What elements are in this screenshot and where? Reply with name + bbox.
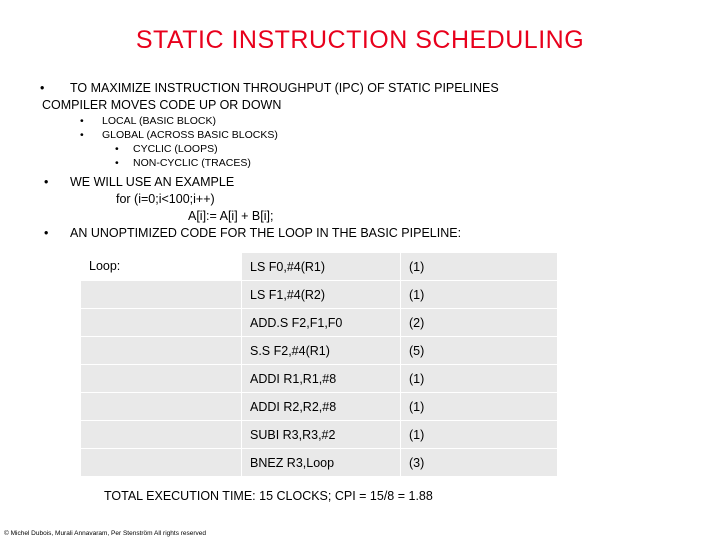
bullet-marker: • [40, 81, 45, 95]
maximize-line2: COMPILER MOVES CODE UP OR DOWN [42, 98, 282, 112]
label-cell [81, 365, 242, 393]
copyright-notice: © Michel Dubois, Murali Annavaram, Per Stenström All rights reserved [4, 530, 207, 537]
bullet-marker: • [44, 226, 49, 240]
table-row [81, 449, 558, 477]
cycles-cell: (1) [401, 365, 558, 393]
total-execution-time: TOTAL EXECUTION TIME: 15 CLOCKS; CPI = 15/8 = 1.88 [104, 489, 433, 503]
cycles-cell: (5) [401, 337, 558, 365]
local-item: LOCAL (BASIC BLOCK) [102, 115, 216, 127]
label-cell [81, 393, 242, 421]
bullet-marker: • [115, 143, 119, 155]
cycles-cell: (1) [401, 281, 558, 309]
instruction-cell: S.S F2,#4(R1) [242, 337, 401, 365]
cycles-cell: (2) [401, 309, 558, 337]
code-table [80, 252, 558, 477]
label-cell [81, 309, 242, 337]
instruction-cell: LS F0,#4(R1) [242, 253, 401, 281]
slide-title: STATIC INSTRUCTION SCHEDULING [135, 26, 585, 54]
table-row [81, 281, 558, 309]
maximize-line1: TO MAXIMIZE INSTRUCTION THROUGHPUT (IPC) OF STATIC PIPELINES [70, 81, 499, 95]
cycles-cell: (3) [401, 449, 558, 477]
bullet-marker: • [115, 157, 119, 169]
bullet-marker: • [80, 115, 84, 127]
code-body-line: A[i]:= A[i] + B[i]; [188, 209, 274, 223]
bullet-marker: • [44, 175, 49, 189]
cycles-cell: (1) [401, 393, 558, 421]
example-heading: WE WILL USE AN EXAMPLE [70, 175, 235, 189]
table-row [81, 421, 558, 449]
table-row [81, 253, 558, 281]
label-cell [81, 449, 242, 477]
unoptimized-heading: AN UNOPTIMIZED CODE FOR THE LOOP IN THE BASIC PIPELINE: [70, 226, 462, 240]
loop-label: Loop: [81, 253, 242, 281]
noncyclic-item: NON-CYCLIC (TRACES) [133, 157, 251, 169]
label-cell [81, 337, 242, 365]
table-row [81, 393, 558, 421]
global-item: GLOBAL (ACROSS BASIC BLOCKS) [102, 129, 278, 141]
label-cell [81, 421, 242, 449]
instruction-cell: LS F1,#4(R2) [242, 281, 401, 309]
instruction-cell: ADDI R1,R1,#8 [242, 365, 401, 393]
instruction-cell: SUBI R3,R3,#2 [242, 421, 401, 449]
bullet-marker: • [80, 129, 84, 141]
cycles-cell: (1) [401, 421, 558, 449]
instruction-cell: ADD.S F2,F1,F0 [242, 309, 401, 337]
table-row [81, 337, 558, 365]
cycles-cell: (1) [401, 253, 558, 281]
table-row [81, 309, 558, 337]
label-cell [81, 281, 242, 309]
cyclic-item: CYCLIC (LOOPS) [133, 143, 218, 155]
table-row [81, 365, 558, 393]
instruction-cell: ADDI R2,R2,#8 [242, 393, 401, 421]
code-for-line: for (i=0;i<100;i++) [116, 192, 215, 206]
instruction-cell: BNEZ R3,Loop [242, 449, 401, 477]
